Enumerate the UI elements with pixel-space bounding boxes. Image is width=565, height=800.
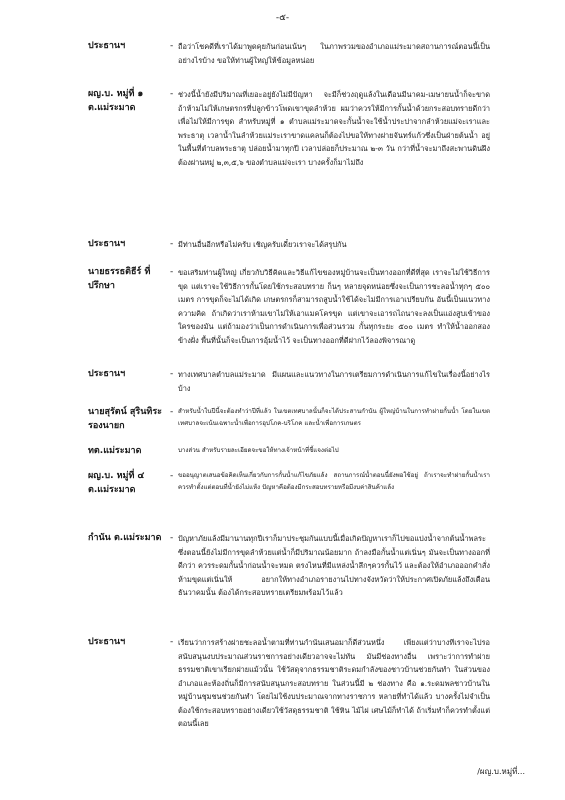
speaker-label: กำนัน ต.แม่ระมาด (88, 533, 162, 543)
entry-text: สำหรับน้ำในปีนี้จะต้องทำว่าปีที่แล้ว ในเขตเทศบาลนั้นก็จะได้ประสานกำนัน ผู้ใหญ่บ้านในการทำฝายกั้นน้ำ โดยในเขตเทศบาลจะเน้นเฉพาะน้ำเพื่อการอุปโภค-บริโภค และน้ำเพื่อการเกษตร (178, 408, 490, 427)
entry-text: บางส่วน สำหรับรายละเอียดจะขอให้ทางเจ้าหน้าที่ชี้แจงต่อไป (178, 447, 339, 454)
speaker-label: ผญ.บ. หมู่ที่ ๑ ต.แม่ระมาด (88, 89, 144, 113)
entry-text: ปัญหาภัยแล้งมีมานานทุกปีเราก็มาประชุมกันแบบนี้เมื่อเกิดปัญหาเราก็ไปขอแบ่งน้ำจากต้นน้ำพลระ ซึ่งตอนนี้ยังไม่มีการขุดลำห้วยแต่น้ำก็มีปริมาณน้อยมาก ถ้าลงมือกั้นน้ำแต่เนิ่นๆ มันจะเป็นทางออกที่ดีกว่า ควรระดมกั้นน้ำก่อนน้ำจะหมด ตรงไหนที่มีแหล่งน้ำลึกๆควรกั้นไว้ และต้องให้อำเภอออกคำสั่งห้ามขุดแต่เนิ่นให้ อยากให้ทางอำเภอรายงานไปทางจังหวัดว่าให้ประกาศเปิดภัยแล้งถึงเดือนธันวาคมนั้น ต้องได้กระสอบทรายเตรียมพร้อมไว้แล้ว (178, 534, 490, 597)
speaker-label: ประธานฯ (88, 41, 126, 51)
speaker-label: นายธรรธติธีร์ ที่ปรึกษา (88, 267, 151, 291)
entry-text: เรียนว่าการสร้างฝายชะลอน้ำตามที่ท่านกำนันเสนอมาก็ดีส่วนหนึ่ง เพียงแต่ว่าบางทีเราจะไปรอสนับสนุนงบประมาณส่วนราชการอย่างเดียวอาจจะไม่ทัน มันมีช่องทางอื่น เพราะว่าการทำฝายธรรมชาติเขาเรียกฝายแม้วนั้น ใช้วัสดุจากธรรมชาติระดมกำลังของชาวบ้านช่วยกันทำ ในส่วนของอำเภอและท้องถิ่นก็มีการสนับสนุนกระสอบทราย ในส่วนนี้มี ๒ ช่องทาง คือ ๑.ระดมพลชาวบ้านในหมู่บ้านชุมชนช่วยกันทำ โดยไม่ใช้งบประมาณจากทางราชการ หลายที่ทำได้แล้ว บางครั้งไม่จำเป็นต้องใช้กระสอบทรายอย่างเดียวใช้วัสดุธรรมชาติ ใช้หิน ไม้ไผ่ เศษไม้ก็ทำได้ ถ้าเริ่มทำก็ควรทำตั้งแต่ตอนนี้เลย (178, 638, 490, 728)
entry-text: ช่วงนี้น้ำยังมีปริมาณที่เยอะอยู่ยังไม่มีปัญหา จะมีก็ช่วงฤดูแล้งในเดือนมีนาคม-เมษายนน้ำก็จะขาด ถ้าห้ามไม่ให้เกษตรกรที่ปลูกข้าวโพดเขาขุดลำห้วย ผมว่าควรให้มีการกั้นน้ำด้วยกระสอบทรายดีกว่า เพื่อไม่ให้มีการขุด สำหรับหมู่ที่ ๑ ตำบลแม่ระมาดจะกั้นน้ำจะใช้น้ำประปาจากลำห้วยแม่จะเราและพระธาตุ เวลาน้ำในลำห้วยแม่ระเราขาดแคลนก็ต้องไปขอให้ทางฝายจันทร์แก้วซึ่งเป็นฝ่ายต้นน้ำ อยู่ในพื้นที่ตำบลพระธาตุ ปล่อยน้ำมาทุกปี เวลาปล่อยก็ประมาณ ๒-๓ วัน กว่าที่น้ำจะมาถึงสะพานดินฝึง ต้องผ่านหมู่ ๒,๓,๕,๖ ของตำบลแม่จะเรา บางครั้งก็มาไม่ถึง (178, 90, 490, 167)
dash-separator: - (170, 637, 174, 647)
dash-separator: - (170, 369, 174, 379)
speaker-label: ประธานฯ (88, 239, 126, 249)
dash-separator: - (170, 239, 174, 249)
entry-text: ขอเสริมท่านผู้ใหญ่ เกี่ยวกับวิธีคิดและวิธีแก้ไขของหมู่บ้านจะเป็นทางออกที่ดีที่สุด เราจะไม่ใช้วิธีการขุด แต่เราจะใช้วิธีการกั้นโดยใช้กระสอบทราย ก็นๆ หลายจุดหน่อยซึ่งจะเป็นการชะลอน้ำทุกๆ ๕๐๐ เมตร การขุดก็จะไม่ได้เกิด เกษตรกรก็สามารถสูบน้ำใช้ได้จะไม่มีการเอาเปรียบกัน อันนี้เป็นแนวทางความคิด ถ้าเกิดว่าเราห้ามเขาไม่ให้เอาแมคโครขุด แต่เขาจะเอารถไถนาจะลงเป็นแอ่งสูบเข้าของใครของมัน แต่ถ้ามองว่าเป็นการดำเนินการเพื่อส่วนรวม กั้นทุกระยะ ๕๐๐ เมตร ทำให้น้ำออกสองข้างฝั่ง พื้นที่นั้นก็จะเป็นการอุ้มน้ำไว้ จะเป็นทางออกที่ดีฝากไว้ลองพิจารณาดู (178, 268, 490, 345)
speaker-label: ทต.แม่ระมาด (88, 446, 142, 456)
entry-text: มีท่านอื่นอีกหรือไม่ครับ เชิญครับเดี๋ยวเราจะได้สรุปกัน (178, 240, 347, 249)
dash-separator: - (170, 471, 174, 481)
dash-separator: - (170, 267, 174, 277)
speaker-label: นายสุรัตน์ สุรินทิระ รองนายก (88, 407, 163, 431)
dash-separator: - (170, 41, 174, 51)
speaker-label: ประธานฯ (88, 637, 126, 647)
entry-text: ขออนุญาตเสนอข้อคิดเห็นเกี่ยวกับการกั้นน้ำแก้ไขภัยแล้ง สถานการณ์น้ำตอนนี้ยังพอใช้อยู่ ถ้าเราจะทำฝายกั้นน้ำเราควรทำตั้งแต่ตอนที่น้ำยังไม่แห้ง ปัญหาคือต้องมีกระสอบทรายหรือมีงบค่าสินค้าแล้ง (178, 472, 490, 491)
dash-separator: - (170, 407, 174, 417)
page-number: -๕- (275, 13, 290, 23)
entry-text: ทางเทศบาลตำบลแม่ระมาด มีแผนและแนวทางในการเตรียมการดำเนินการแก้ไขในเรื่องนี้อย่างไรบ้าง (178, 370, 490, 393)
speaker-label: ผญ.บ. หมู่ที่ ๔ ต.แม่ระมาด (88, 471, 145, 495)
entry-text: ถือว่าโชคดีที่เราได้มาพูดคุยกันก่อนเน้นๆ ในภาพรวมของอำเภอแม่ระมาดสถานการณ์ตอนนี้เป็นอย่างไรบ้าง ขอให้ท่านผู้ใหญ่ให้ข้อมูลหน่อย (178, 42, 490, 65)
dash-separator: - (170, 89, 174, 99)
speaker-label: ประธานฯ (88, 369, 126, 379)
continuation-footer: /ผญ.บ.หมู่ที่... (477, 767, 525, 776)
dash-separator: - (170, 533, 174, 543)
